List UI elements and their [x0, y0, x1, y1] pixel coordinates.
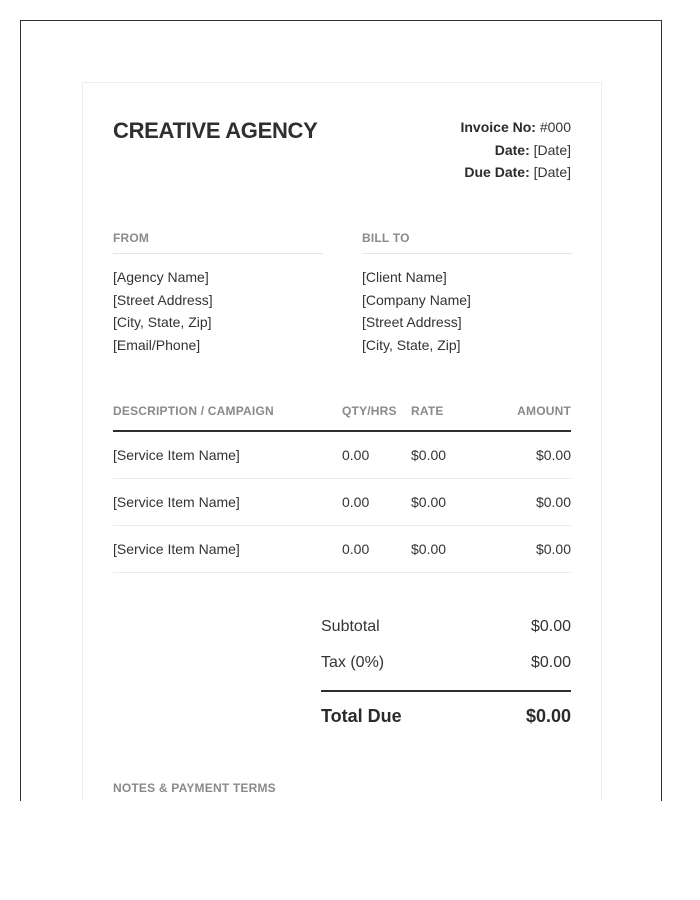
line-items-table [113, 404, 571, 573]
invoice-date-label: Date: [494, 141, 530, 158]
invoice-date-value: [Date] [533, 141, 571, 158]
invoice-due-value: [Date] [533, 164, 571, 180]
table-row [113, 432, 571, 479]
item-qty: 0.00 [342, 494, 370, 510]
from-line: [Agency Name] [113, 269, 209, 285]
item-amount: $0.00 [535, 494, 571, 510]
item-amount: $0.00 [535, 541, 571, 557]
total-due-row [321, 692, 571, 740]
from-label: FROM [113, 231, 323, 254]
subtotal-value: $0.00 [530, 618, 571, 635]
tax-value: $0.00 [530, 654, 571, 671]
invoice-due-line [460, 161, 571, 184]
header-qty: QTY/HRS [342, 404, 397, 418]
header-rate: RATE [411, 404, 444, 418]
header-description: DESCRIPTION / CAMPAIGN [113, 404, 274, 418]
from-line: [City, State, Zip] [113, 314, 212, 330]
item-amount: $0.00 [535, 447, 571, 463]
invoice-number-value: #000 [539, 119, 571, 135]
invoice-meta [460, 116, 571, 184]
total-due-value: $0.00 [525, 705, 571, 726]
subtotal-label: Subtotal [321, 618, 380, 635]
bill-to-label: BILL TO [362, 231, 572, 254]
from-section [113, 231, 323, 356]
bill-to-line: [City, State, Zip] [362, 336, 461, 353]
notes-label: NOTES & PAYMENT TERMS [113, 781, 276, 795]
item-description: [Service Item Name] [113, 494, 240, 510]
item-rate: $0.00 [411, 541, 447, 557]
agency-name: CREATIVE AGENCY [113, 118, 318, 143]
item-rate: $0.00 [411, 494, 447, 510]
bill-to-section [362, 231, 572, 356]
item-description: [Service Item Name] [113, 447, 240, 463]
item-rate: $0.00 [411, 447, 447, 463]
item-qty: 0.00 [342, 541, 370, 557]
tax-row [321, 645, 571, 681]
header-amount: AMOUNT [517, 404, 571, 418]
invoice-number-label: Invoice No: [460, 119, 536, 135]
item-qty: 0.00 [342, 447, 370, 463]
from-line: [Street Address] [113, 291, 213, 308]
invoice-sheet [82, 82, 602, 801]
invoice-due-label: Due Date: [464, 164, 530, 180]
bill-to-line: [Street Address] [362, 314, 462, 330]
bill-to-line: [Company Name] [362, 291, 471, 308]
totals-section [321, 609, 571, 740]
invoice-number-line [460, 116, 571, 139]
bill-to-line: [Client Name] [362, 269, 447, 285]
table-row [113, 526, 571, 573]
table-row [113, 479, 571, 526]
item-description: [Service Item Name] [113, 541, 240, 557]
tax-label: Tax (0%) [321, 654, 385, 671]
from-line: [Email/Phone] [113, 336, 201, 353]
subtotal-row [321, 609, 571, 645]
invoice-date-line [460, 139, 571, 162]
table-header [113, 404, 571, 432]
total-due-label: Total Due [321, 705, 402, 726]
document-viewport [20, 20, 662, 801]
